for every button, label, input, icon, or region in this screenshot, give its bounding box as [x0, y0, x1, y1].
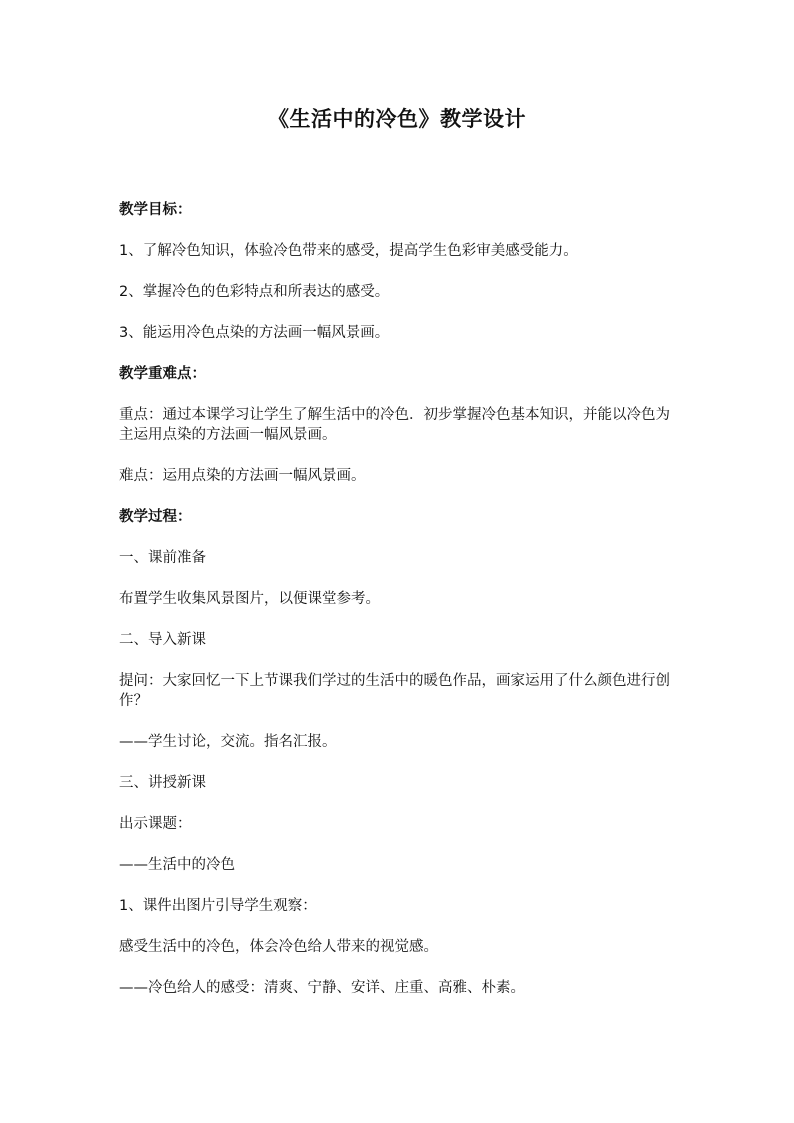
body-paragraph: 出示课题：: [119, 816, 192, 832]
body-paragraph: ——学生讨论，交流。指名汇报。: [119, 734, 337, 750]
difficulty-paragraph: 难点：运用点染的方法画一幅风景画。: [119, 468, 366, 484]
objective-item: 3、能运用冷色点染的方法画一幅风景画。: [119, 325, 390, 341]
body-paragraph: 感受生活中的冷色，体会冷色给人带来的视觉感。: [119, 939, 438, 955]
section-heading-key-points: 教学重难点：: [119, 366, 206, 382]
body-paragraph: 1、课件出图片引导学生观察：: [119, 898, 317, 914]
process-step-heading: 二、导入新课: [119, 632, 206, 648]
process-step-heading: 一、课前准备: [119, 550, 206, 566]
document-title: 《生活中的冷色》教学设计: [268, 106, 526, 131]
body-paragraph: ——生活中的冷色: [119, 857, 235, 873]
section-heading-objectives: 教学目标：: [119, 202, 192, 218]
body-paragraph: ——冷色给人的感受：清爽、宁静、安详、庄重、高雅、朴素。: [119, 980, 525, 996]
body-paragraph: 布置学生收集风景图片，以便课堂参考。: [119, 591, 380, 607]
process-step-heading: 三、讲授新课: [119, 775, 206, 791]
objective-item: 2、掌握冷色的色彩特点和所表达的感受。: [119, 284, 390, 300]
key-point-paragraph: 重点：通过本课学习让学生了解生活中的冷色．初步掌握冷色基本知识，并能以冷色为主运用点染的方法画一幅风景画。: [119, 407, 670, 443]
section-heading-process: 教学过程：: [119, 509, 192, 525]
objective-item: 1、了解冷色知识，体验冷色带来的感受，提高学生色彩审美感受能力。: [119, 243, 578, 259]
document-body: [119, 200, 679, 1019]
body-paragraph: 提问：大家回忆一下上节课我们学过的生活中的暖色作品，画家运用了什么颜色进行创作？: [119, 673, 670, 709]
